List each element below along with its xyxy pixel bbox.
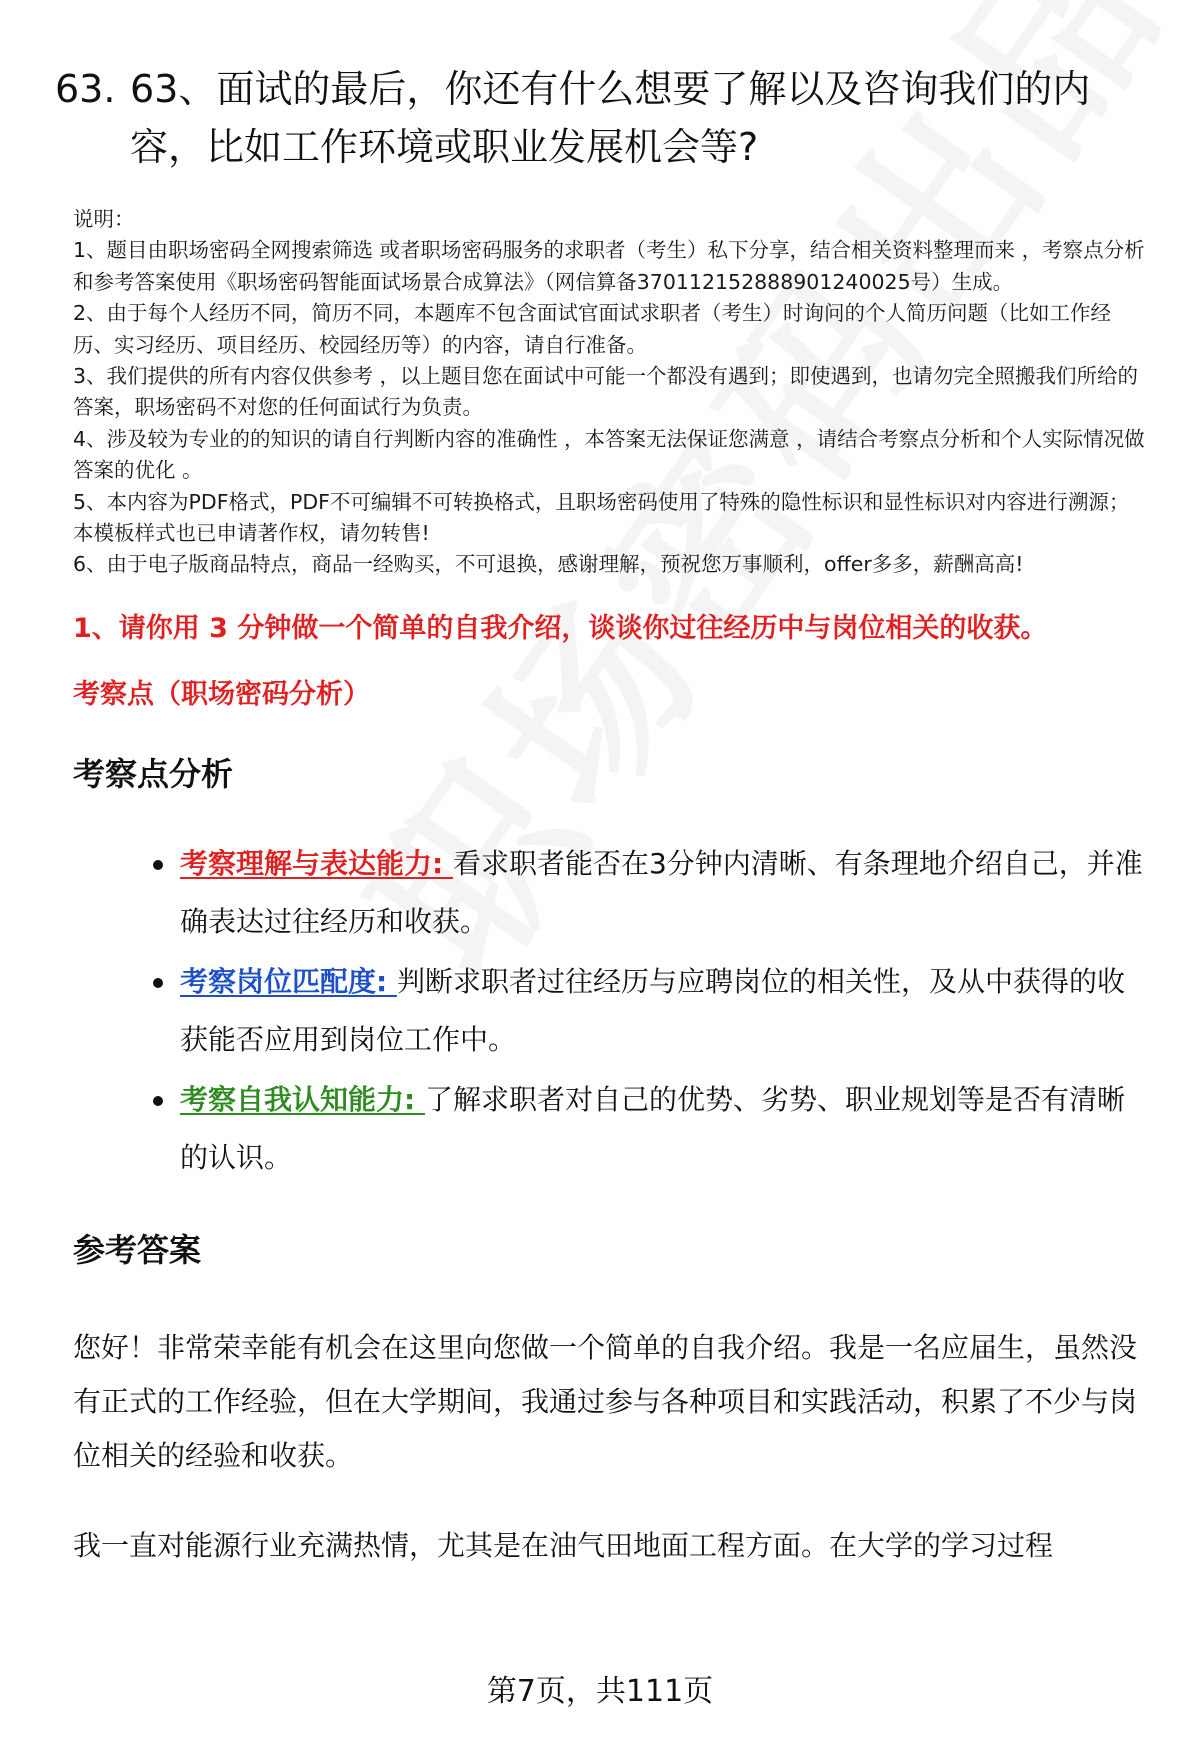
- question-number: 63.: [55, 67, 116, 111]
- bullet-dot-icon: [153, 1096, 163, 1106]
- analysis-heading-red: 考察点（职场密码分析）: [73, 678, 370, 710]
- page-footer: 第7页，共111页: [486, 1674, 714, 1709]
- sub-question: 1、请你用 3 分钟做一个简单的自我介绍，谈谈你过往经历中与岗位相关的收获。: [73, 612, 1048, 644]
- note-item: 5、本内容为PDF格式，PDF不可编辑不可转换格式，且职场密码使用了特殊的隐性标识和显性标识对内容进行溯源；本模板样式也已申请著作权，请勿转售!: [73, 489, 1130, 546]
- notes-heading: 说明：: [73, 207, 135, 231]
- note-item: 4、涉及较为专业的的知识的请自行判断内容的准确性 ，本答案无法保证您满意 ，请结合考察点分析和个人实际情况做答案的优化 。: [73, 426, 1145, 483]
- note-item: 3、我们提供的所有内容仅供参考 ，以上题目您在面试中可能一个都没有遇到；即使遇到，也请勿完全照搬我们所给的答案，职场密码不对您的任何面试行为负责。: [73, 364, 1139, 420]
- answer-title: 参考答案: [73, 1230, 202, 1269]
- bullet-label: 考察理解与表达能力:: [180, 846, 453, 880]
- bullet-text: 了解求职者对自己的优势、劣势、职业规划等是否有清晰的认识。: [180, 1082, 1125, 1174]
- bullet-text: 判断求职者过往经历与应聘岗位的相关性，及从中获得的收获能否应用到岗位工作中。: [180, 964, 1125, 1056]
- answer-paragraph: 您好！非常荣幸能有机会在这里向您做一个简单的自我介绍。我是一名应届生，虽然没有正式的工作经验，但在大学期间，我通过参与各种项目和实践活动，积累了不少与岗位相关的经验和收获。: [73, 1330, 1138, 1472]
- list-item: [180, 835, 1148, 951]
- note-item: 1、题目由职场密码全网搜索筛选 或者职场密码服务的求职者（考生）私下分享，结合相关资料整理而来 ，考察点分析和参考答案使用《职场密码智能面试场景合成算法》（网信算备370112152888901240025号）生成。: [73, 238, 1145, 294]
- note-item: 2、由于每个人经历不同，简历不同，本题库不包含面试官面试求职者（考生）时询问的个人简历问题（比如工作经历、实习经历、项目经历、校园经历等）的内容，请自行准备。: [73, 301, 1112, 357]
- question-text: 63、面试的最后，你还有什么想要了解以及咨询我们的内容，比如工作环境或职业发展机会等?: [130, 67, 1091, 169]
- list-item: [180, 1071, 1148, 1187]
- analysis-list: [55, 835, 1148, 1187]
- list-item: [180, 953, 1148, 1069]
- bullet-dot-icon: [153, 860, 163, 870]
- answer-paragraph: 我一直对能源行业充满热情，尤其是在油气田地面工程方面。在大学的学习过程: [73, 1528, 1054, 1562]
- notes-block: [73, 204, 1148, 581]
- bullet-label: 考察岗位匹配度:: [180, 964, 397, 998]
- question-title: [55, 60, 1148, 176]
- analysis-title: 考察点分析: [73, 754, 234, 793]
- bullet-dot-icon: [153, 978, 163, 988]
- note-item: 6、由于电子版商品特点，商品一经购买，不可退换，感谢理解，预祝您万事顺利，offer多多，薪酬高高!: [73, 552, 1024, 577]
- bullet-label: 考察自我认知能力:: [180, 1082, 425, 1116]
- bullet-text: 看求职者能否在3分钟内清晰、有条理地介绍自己，并准确表达过往经历和收获。: [180, 846, 1143, 938]
